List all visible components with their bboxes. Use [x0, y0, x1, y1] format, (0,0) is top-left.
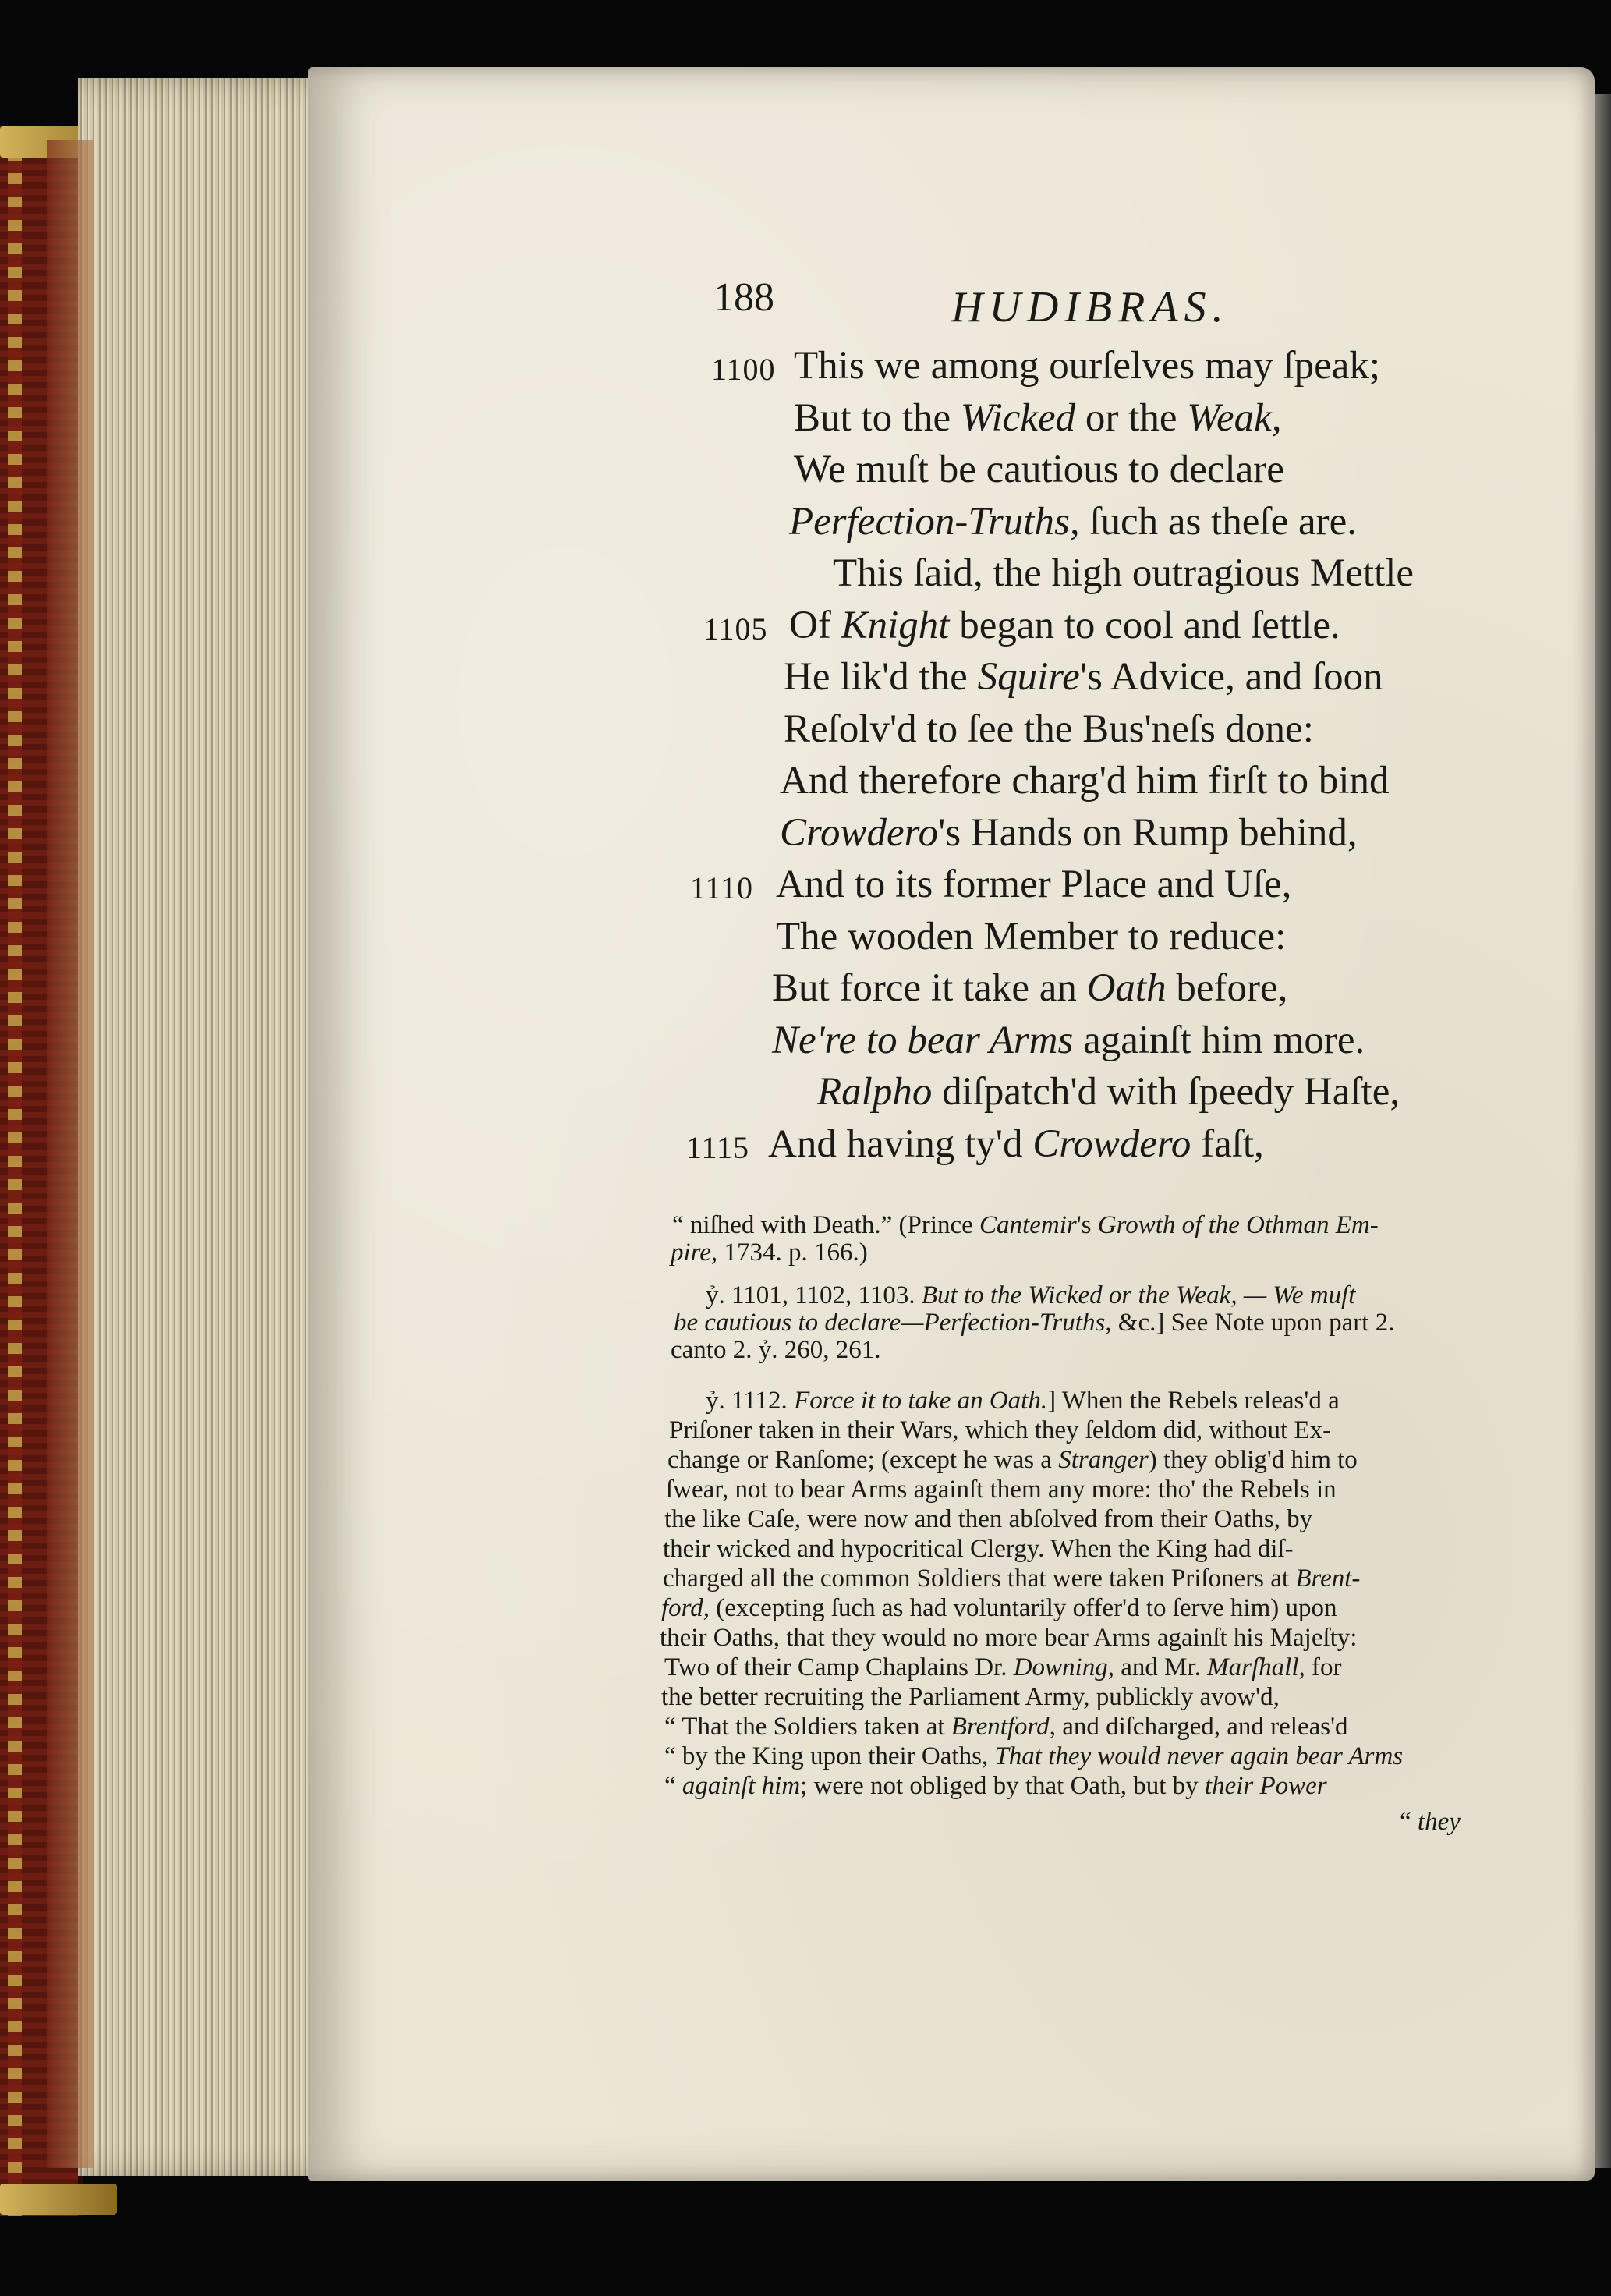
footnote-line	[664, 1773, 1327, 1799]
verse-line	[817, 1069, 1400, 1114]
italic-text: Ne're to bear Arms	[772, 1018, 1074, 1062]
roman-text: And having ty'd	[768, 1121, 1033, 1166]
verse-line	[794, 447, 1284, 492]
footnote-line	[664, 1744, 1403, 1770]
footnote-line	[664, 1655, 1341, 1681]
footnote-line	[661, 1685, 1280, 1710]
verse-line	[833, 551, 1414, 596]
roman-text: But to the	[794, 395, 961, 440]
italic-text: their Power	[1204, 1772, 1327, 1800]
italic-text: Ralpho	[817, 1070, 933, 1114]
italic-text: Squire	[977, 655, 1080, 699]
footnote-line	[663, 1566, 1360, 1592]
roman-text: Of	[789, 603, 841, 647]
verse-line	[780, 758, 1390, 803]
roman-text: And to its former Place and Uſe,	[776, 863, 1292, 906]
roman-text: diſpatch'd with ſpeedy Haſte,	[932, 1070, 1400, 1114]
footnote-line	[667, 1447, 1358, 1473]
roman-text: &c.] See Note upon part 2.	[1111, 1309, 1395, 1337]
verse-line	[772, 1018, 1365, 1063]
page-number: 188	[713, 275, 774, 320]
italic-text: they	[1417, 1808, 1461, 1836]
roman-text: But force it take an	[772, 966, 1087, 1010]
italic-text: Crowdero	[1032, 1121, 1191, 1166]
roman-text: before,	[1166, 966, 1288, 1010]
roman-text: ) they oblig'd him to	[1148, 1446, 1358, 1474]
roman-text: He lik'd the	[784, 655, 978, 699]
roman-text: ] When the Rebels releas'd a	[1047, 1387, 1340, 1415]
italic-text: Brentford	[951, 1713, 1050, 1741]
italic-text: Oath	[1086, 966, 1167, 1010]
italic-text: Marſhall	[1207, 1653, 1299, 1681]
roman-text: ſuch as theſe are.	[1079, 499, 1357, 544]
verse-line	[776, 862, 1291, 907]
line-number: 1115	[686, 1129, 750, 1165]
roman-text: began to cool and ſettle.	[949, 603, 1340, 647]
roman-text: 1734. p. 166.)	[717, 1238, 868, 1267]
italic-text: be cautious to declare—Perfection-Truths,	[674, 1309, 1112, 1337]
roman-text: their Oaths, that they would no more bear Arms againſt his Majeſty:	[660, 1624, 1358, 1652]
roman-text: , and diſcharged, and releas'd	[1049, 1713, 1348, 1741]
roman-text: ſwear, not to bear Arms againſt them any more: tho' the Rebels in	[666, 1476, 1337, 1504]
roman-text: 's Hands on Rump behind,	[938, 810, 1358, 855]
roman-text: Reſolv'd to ſee the Bus'neſs done:	[784, 707, 1314, 751]
roman-text: “ niſhed with Death.” (Prince	[672, 1211, 980, 1239]
roman-text: or the	[1075, 395, 1188, 440]
roman-text: 's Advice, and ſoon	[1079, 655, 1383, 699]
italic-text: Perfection-Truths,	[789, 499, 1080, 544]
italic-text: ford,	[661, 1594, 710, 1622]
italic-text: Crowdero	[780, 810, 939, 855]
footnote-line	[669, 1418, 1331, 1444]
footnote-line	[706, 1388, 1340, 1414]
roman-text: “ by the King upon their Oaths,	[664, 1742, 995, 1770]
roman-text: againſt him more.	[1073, 1018, 1365, 1062]
roman-text: Priſoner taken in their Wars, which they ſeldom did, without Ex-	[669, 1416, 1332, 1444]
running-title: HUDIBRAS.	[951, 283, 1230, 331]
roman-text: their wicked and hypocritical Clergy. When the King had diſ-	[663, 1535, 1294, 1563]
footnote-line	[660, 1625, 1357, 1651]
roman-text: faſt,	[1191, 1121, 1264, 1166]
italic-text: But to the Wicked or the Weak, — We muſt	[921, 1281, 1356, 1309]
footnote-line	[671, 1338, 880, 1363]
roman-text: This ſaid, the high outragious Mettle	[833, 551, 1414, 595]
italic-text: Force it to take an Oath.	[794, 1387, 1048, 1415]
footnote-line	[706, 1283, 1355, 1309]
roman-text: the like Caſe, were now and then abſolved from their Oaths, by	[664, 1505, 1313, 1533]
line-number: 1110	[690, 870, 754, 905]
italic-text: Downing	[1013, 1653, 1108, 1681]
verse-line	[794, 395, 1282, 441]
roman-text: ỷ. 1112.	[706, 1387, 795, 1415]
verse-line	[776, 914, 1286, 959]
footnote-line	[672, 1213, 1379, 1238]
roman-text: (excepting ſuch as had voluntarily offer'd to ſerve him) upon	[710, 1594, 1337, 1622]
italic-text: Weak,	[1187, 395, 1282, 440]
footnote-line	[663, 1536, 1294, 1562]
gilt-border-decoration	[8, 126, 22, 2216]
italic-text: pire,	[671, 1238, 718, 1267]
italic-text: Growth of the Othman Em-	[1097, 1211, 1379, 1239]
roman-text: And therefore charg'd him firſt to bind	[780, 759, 1390, 803]
verse-line	[780, 810, 1358, 856]
footnote-line	[664, 1714, 1348, 1740]
verse-line	[789, 499, 1357, 544]
line-number: 1100	[711, 352, 776, 387]
footnote-line	[1400, 1809, 1461, 1835]
footnote-line	[664, 1507, 1312, 1532]
roman-text: the better recruiting the Parliament Army, publickly avow'd,	[661, 1683, 1280, 1711]
verse-line	[789, 603, 1340, 648]
gilt-corner-bottom	[0, 2184, 117, 2215]
roman-text: The wooden Member to reduce:	[776, 914, 1287, 958]
roman-text: ; were not obliged by that Oath, but by	[800, 1772, 1205, 1800]
italic-text: Brent-	[1295, 1564, 1361, 1593]
roman-text: , and Mr.	[1107, 1653, 1208, 1681]
footnote-line	[671, 1240, 868, 1266]
footnote-line	[666, 1477, 1337, 1503]
roman-text: canto 2. ỷ. 260, 261.	[671, 1336, 881, 1364]
italic-text: Wicked	[960, 395, 1076, 440]
italic-text: Knight	[841, 603, 950, 647]
roman-text: ỷ. 1101, 1102, 1103.	[706, 1281, 922, 1309]
line-number: 1105	[703, 611, 768, 647]
cover-edge-shadow	[47, 140, 94, 2168]
verse-line	[784, 707, 1314, 752]
verse-line	[768, 1121, 1264, 1167]
verse-line	[772, 966, 1287, 1011]
roman-text: “	[664, 1772, 682, 1800]
roman-text: 's	[1076, 1211, 1098, 1239]
roman-text: charged all the common Soldiers that were taken Priſoners at	[663, 1564, 1296, 1593]
verse-line	[794, 343, 1380, 388]
roman-text: “	[1400, 1808, 1418, 1836]
roman-text: We muſt be cautious to declare	[794, 448, 1284, 491]
footnote-line	[661, 1596, 1337, 1621]
footnote-line	[674, 1310, 1394, 1336]
roman-text: “ That the Soldiers taken at	[664, 1713, 951, 1741]
italic-text: Cantemir	[979, 1211, 1077, 1239]
italic-text: Stranger	[1058, 1446, 1149, 1474]
roman-text: , for	[1298, 1653, 1342, 1681]
italic-text: That they would never again bear Arms	[994, 1742, 1404, 1770]
italic-text: againſt him	[682, 1772, 801, 1800]
roman-text: change or Ranſome; (except he was a	[667, 1446, 1059, 1474]
verse-line	[784, 654, 1383, 700]
roman-text: Two of their Camp Chaplains Dr.	[664, 1653, 1014, 1681]
roman-text: This we among ourſelves may ſpeak;	[794, 344, 1381, 388]
